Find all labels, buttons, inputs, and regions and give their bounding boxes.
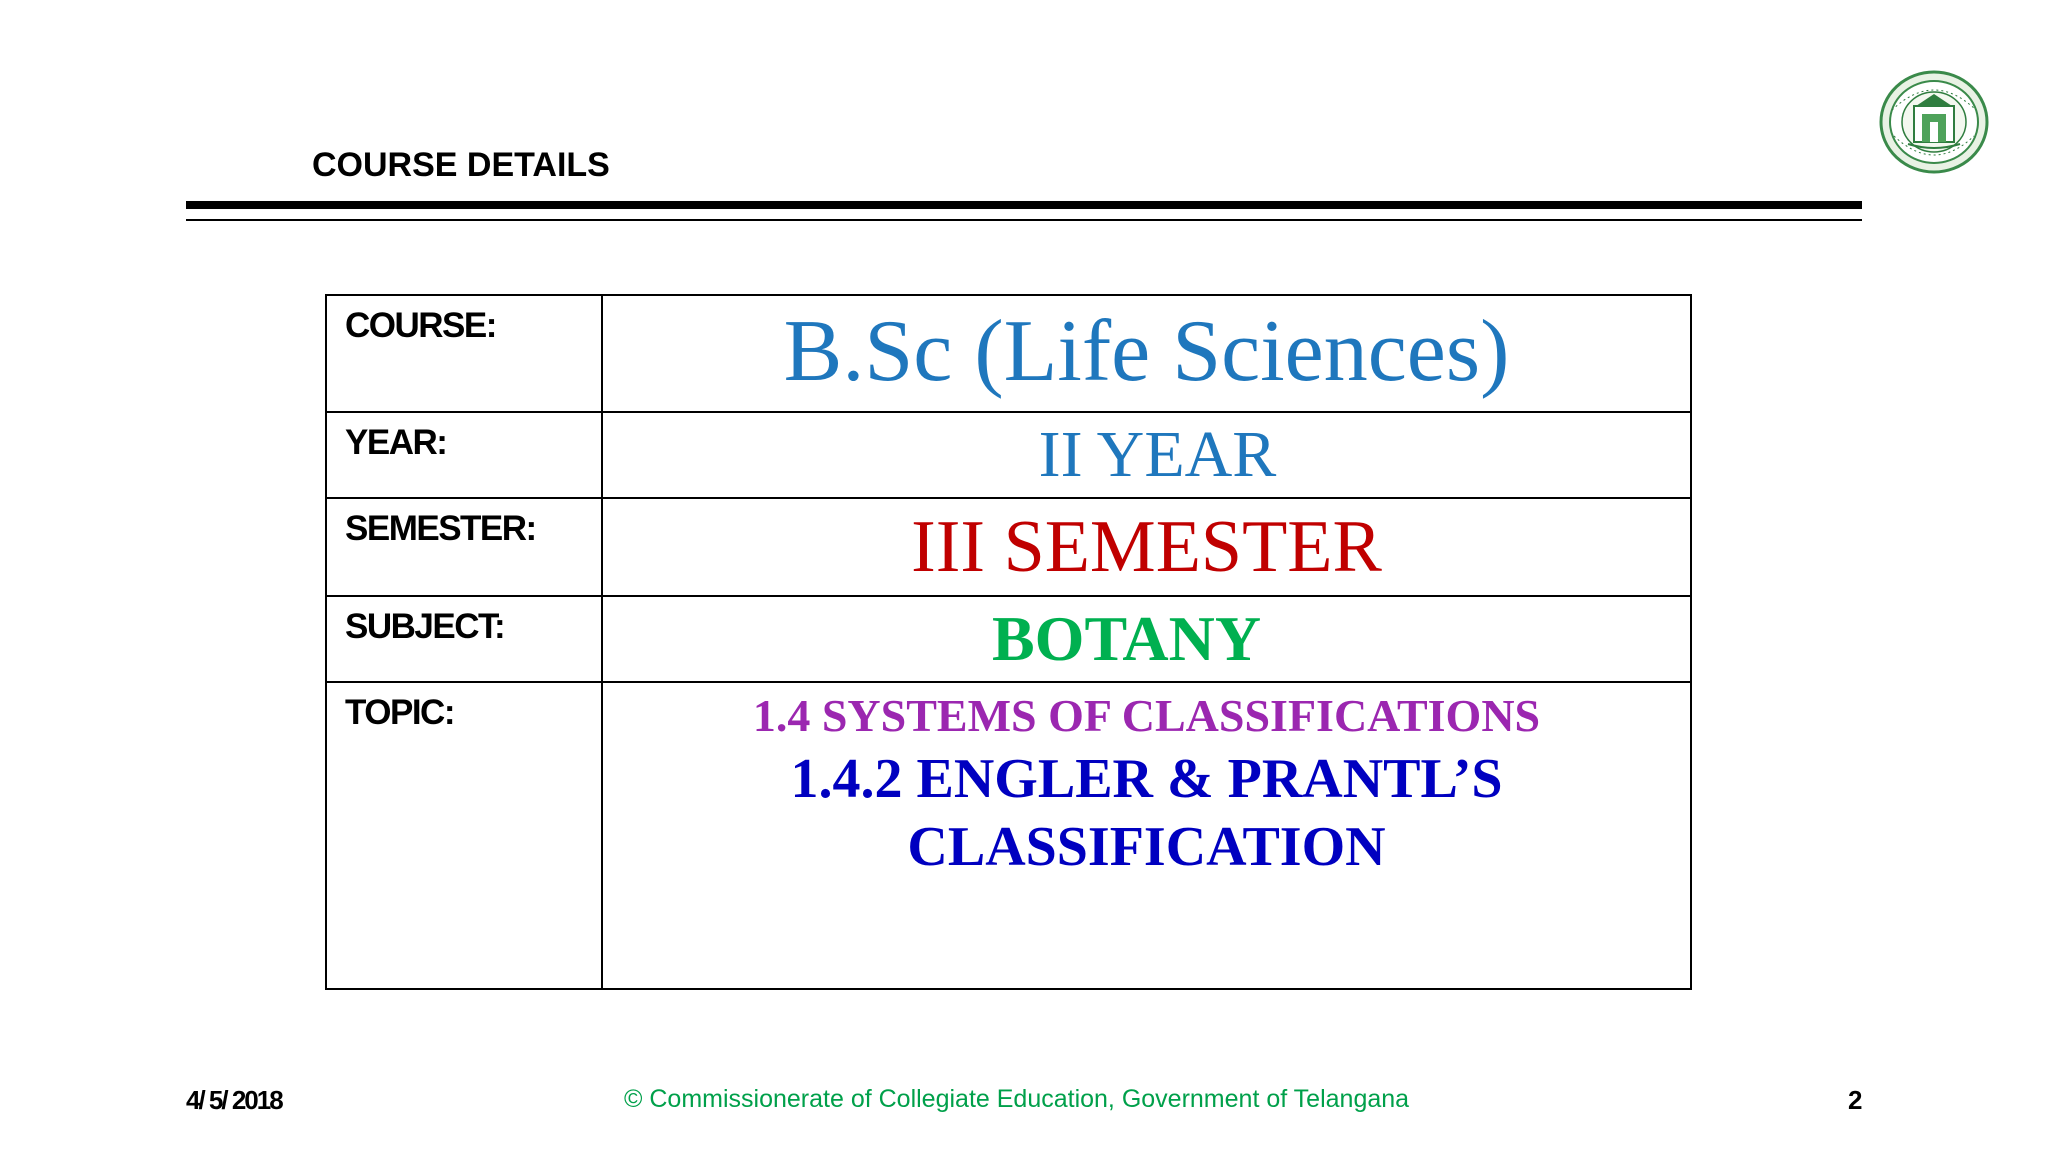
year-label: YEAR: (345, 423, 447, 462)
header-divider-thin (186, 219, 1862, 221)
year-label-cell (326, 412, 602, 498)
page-title: COURSE DETAILS (312, 146, 610, 184)
topic-line-3: CLASSIFICATION (907, 816, 1386, 878)
page-number: 2 (1848, 1085, 1863, 1115)
table-row (326, 295, 1691, 412)
subject-value-cell (602, 596, 1691, 682)
subject-label: SUBJECT: (345, 607, 505, 646)
telangana-emblem-icon (1878, 70, 1990, 174)
year-value-cell (602, 412, 1691, 498)
table-row (326, 498, 1691, 596)
table-row (326, 682, 1691, 989)
course-label-cell (326, 295, 602, 412)
year-value: II YEAR (1038, 418, 1277, 491)
topic-label-cell (326, 682, 602, 989)
subject-label-cell (326, 596, 602, 682)
course-details-table (325, 294, 1692, 990)
semester-label-cell (326, 498, 602, 596)
topic-line-1: 1.4 SYSTEMS OF CLASSIFICATIONS (752, 690, 1541, 741)
semester-label: SEMESTER: (345, 509, 536, 548)
footer-date: 4/ 5/ 2018 (186, 1085, 282, 1115)
table-row (326, 596, 1691, 682)
topic-label: TOPIC: (345, 693, 454, 732)
header-divider-thick (186, 201, 1862, 209)
course-value-cell (602, 295, 1691, 412)
footer-copyright: © Commissionerate of Collegiate Education, Government of Telangana (624, 1085, 1410, 1113)
course-label: COURSE: (345, 306, 496, 345)
semester-value-cell (602, 498, 1691, 596)
topic-value-cell (602, 682, 1691, 989)
semester-value: III SEMESTER (911, 506, 1382, 588)
topic-line-2: 1.4.2 ENGLER & PRANTL’S (790, 748, 1503, 810)
subject-value: BOTANY (991, 603, 1262, 674)
table-row (326, 412, 1691, 498)
course-value: B.Sc (Life Sciences) (783, 303, 1510, 400)
